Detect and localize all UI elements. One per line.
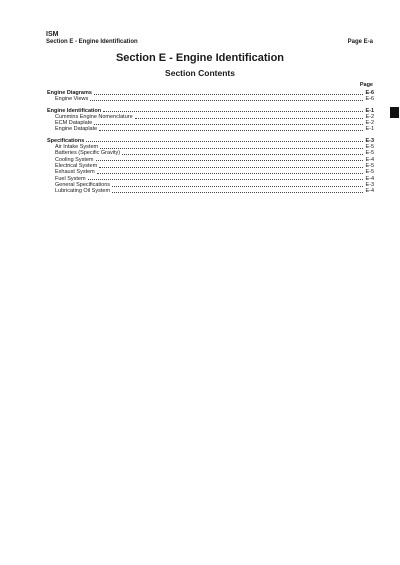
table-of-contents bbox=[47, 90, 374, 199]
dot-leader bbox=[94, 124, 363, 125]
dot-leader bbox=[96, 160, 364, 161]
section-thumb-tab bbox=[390, 107, 399, 118]
toc-entry-page: E-2 bbox=[365, 120, 374, 127]
toc-entry-label: Exhaust System bbox=[55, 169, 95, 176]
toc-entry-page: E-3 bbox=[365, 181, 374, 188]
dot-leader bbox=[99, 167, 363, 168]
toc-entry-label: Batteries (Specific Gravity) bbox=[55, 150, 121, 157]
document-name: ISM bbox=[46, 31, 59, 38]
dot-leader bbox=[112, 192, 363, 193]
dot-leader bbox=[99, 130, 363, 131]
toc-entry-label: Electrical System bbox=[55, 162, 98, 169]
toc-entry-label: Engine Diagrams bbox=[47, 90, 92, 96]
toc-entry-lubricating-oil-system[interactable] bbox=[47, 188, 374, 194]
toc-entry-engine-dataplate[interactable] bbox=[47, 126, 374, 132]
running-section-label: Section E - Engine Identification bbox=[46, 39, 138, 45]
toc-entry-page: E-3 bbox=[365, 137, 374, 144]
dot-leader bbox=[122, 154, 363, 155]
toc-entry-label: Engine Dataplate bbox=[55, 126, 98, 133]
dot-leader bbox=[97, 173, 364, 174]
toc-entry-label: Engine Views bbox=[55, 96, 89, 103]
page-column-header: Page bbox=[359, 82, 373, 88]
toc-entry-page: E-5 bbox=[365, 162, 374, 169]
toc-entry-page: E-5 bbox=[365, 144, 374, 151]
toc-entry-page: E-6 bbox=[365, 90, 374, 96]
toc-entry-page: E-6 bbox=[365, 96, 374, 103]
toc-entry-page: E-4 bbox=[365, 188, 374, 195]
dot-leader bbox=[103, 111, 363, 112]
toc-entry-page: E-1 bbox=[365, 107, 374, 114]
toc-entry-page: E-4 bbox=[365, 156, 374, 163]
toc-group-engine-identification bbox=[47, 108, 374, 133]
toc-entry-label: Air Intake System bbox=[55, 144, 99, 151]
toc-entry-page: E-5 bbox=[365, 150, 374, 157]
dot-leader bbox=[86, 141, 363, 142]
section-subtitle: Section Contents bbox=[165, 68, 235, 78]
toc-entry-label: Fuel System bbox=[55, 175, 86, 182]
toc-entry-label: ECM Dataplate bbox=[55, 120, 93, 127]
toc-entry-label: General Specifications bbox=[55, 181, 111, 188]
toc-entry-page: E-5 bbox=[365, 169, 374, 176]
dot-leader bbox=[88, 179, 364, 180]
dot-leader bbox=[94, 94, 364, 95]
toc-entry-page: E-2 bbox=[365, 113, 374, 120]
toc-group-engine-diagrams bbox=[47, 90, 374, 103]
toc-entry-label: Engine Identification bbox=[47, 107, 102, 114]
dot-leader bbox=[112, 186, 363, 187]
dot-leader bbox=[90, 100, 363, 101]
toc-entry-label: Lubricating Oil System bbox=[55, 188, 111, 195]
toc-entry-engine-views[interactable] bbox=[47, 96, 374, 102]
dot-leader bbox=[100, 148, 363, 149]
toc-group-specifications bbox=[47, 138, 374, 195]
running-page-number: Page E-a bbox=[347, 39, 373, 45]
dot-leader bbox=[135, 118, 364, 119]
toc-entry-label: Specifications bbox=[47, 137, 85, 144]
section-title: Section E - Engine Identification bbox=[115, 52, 285, 64]
toc-entry-page: E-4 bbox=[365, 175, 374, 182]
toc-entry-label: Cummins Engine Nomenclature bbox=[55, 113, 133, 120]
toc-entry-page: E-1 bbox=[365, 126, 374, 133]
toc-entry-label: Cooling System bbox=[55, 156, 94, 163]
